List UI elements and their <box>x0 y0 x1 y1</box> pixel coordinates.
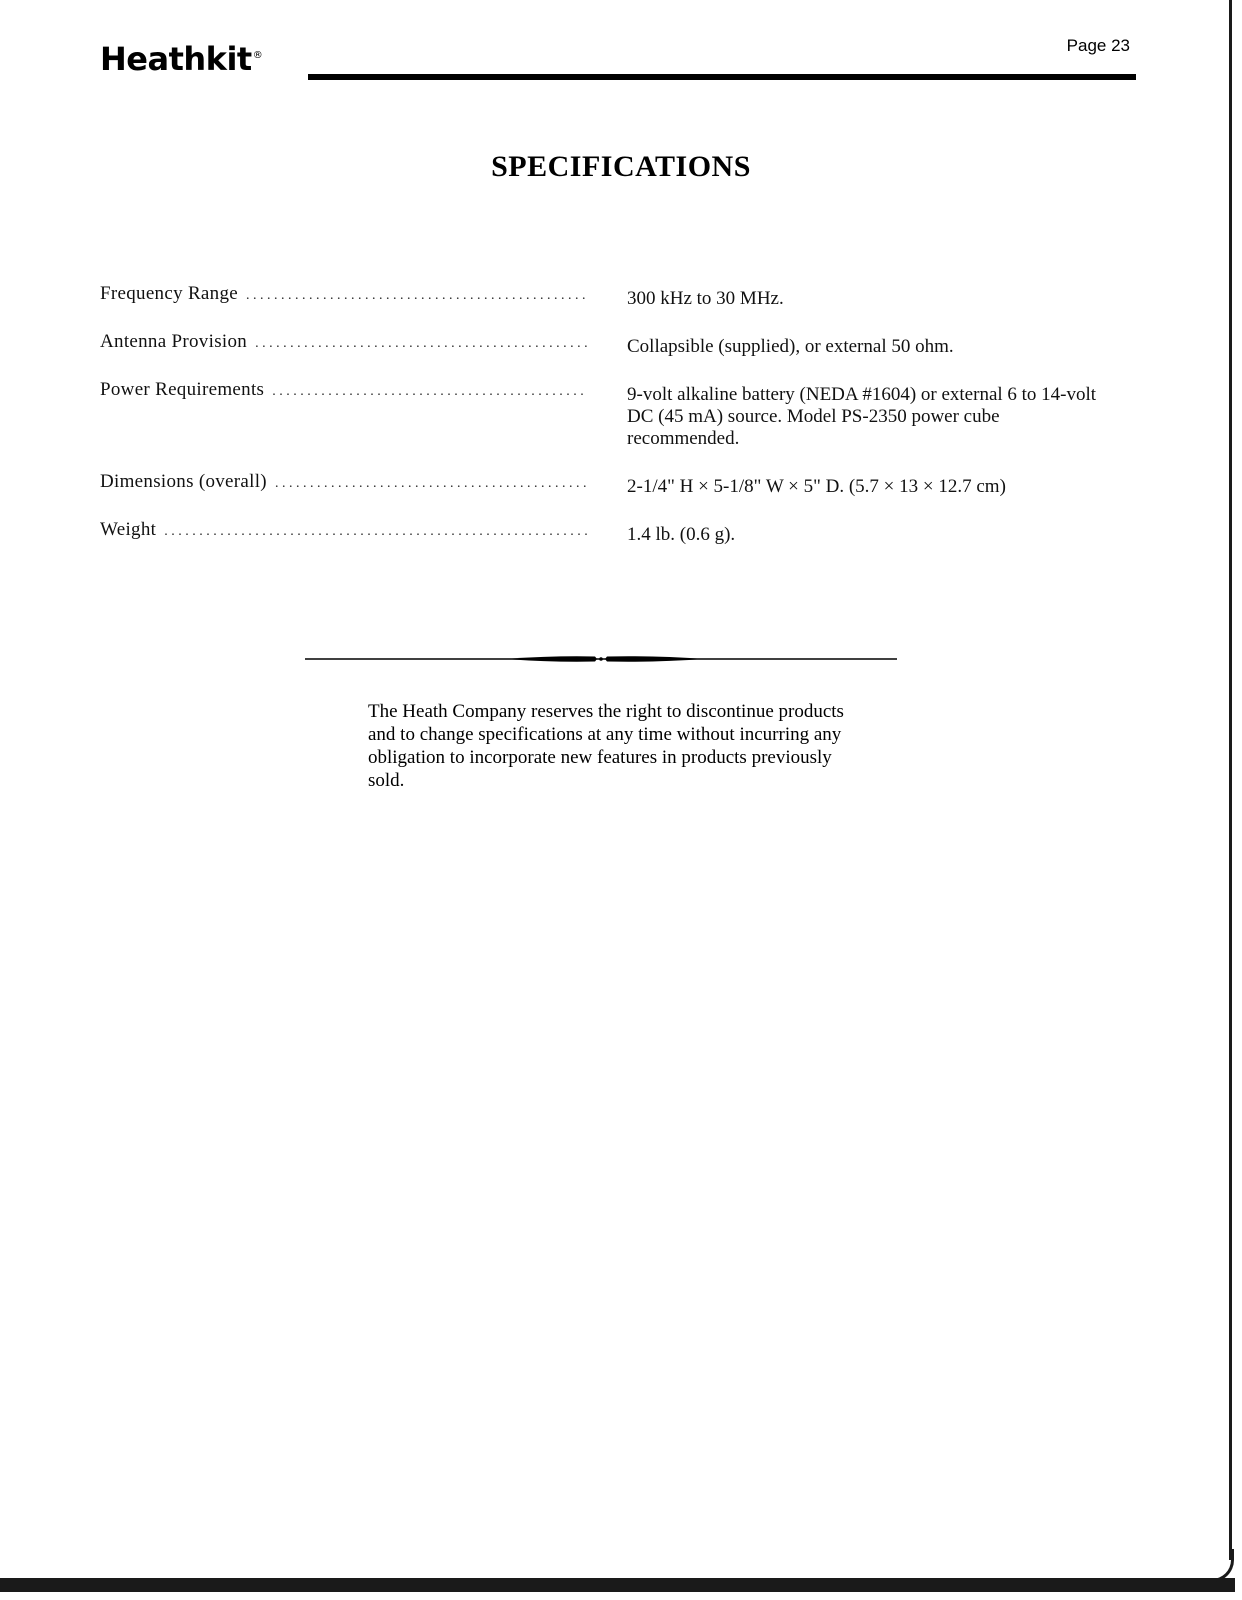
spec-value: 9-volt alkaline battery (NEDA #1604) or external 6 to 14-volt DC (45 mA) source. Model PS-2350 power cube recommended. <box>627 384 1097 449</box>
page-edge-bottom <box>0 1578 1235 1592</box>
disclaimer-text: The Heath Company reserves the right to discontinue products and to change specifications at any time without incurring any obligation to incorporate new features in products previously sold. <box>368 701 844 791</box>
brand-logo <box>100 40 262 78</box>
page-edge-right <box>1229 0 1232 1560</box>
dot-leader <box>275 470 587 496</box>
spec-label: Frequency Range <box>100 283 238 304</box>
spec-label-cell <box>100 330 587 356</box>
spec-value: 2-1/4" H × 5-1/8" W × 5" D. (5.7 × 13 × 12.7 cm) <box>627 476 1006 497</box>
dot-leader <box>255 330 587 356</box>
spec-label-cell <box>100 518 587 544</box>
spec-label: Antenna Provision <box>100 331 248 352</box>
spec-label: Power Requirements <box>100 379 265 400</box>
spec-row-frequency-range <box>100 282 1140 310</box>
spec-row-antenna-provision <box>100 330 1140 358</box>
spec-label-cell <box>100 470 587 496</box>
brand-name: Heathkit <box>100 40 252 78</box>
spec-row-power-requirements <box>100 378 1140 450</box>
spec-label-cell <box>100 282 587 308</box>
page-number: Page 23 <box>1066 36 1130 55</box>
spec-label: Dimensions (overall) <box>100 471 267 492</box>
spec-row-dimensions <box>100 470 1140 498</box>
spec-value: Collapsible (supplied), or external 50 ohm. <box>627 336 954 357</box>
spec-label: Weight <box>100 519 157 540</box>
dot-leader <box>164 518 587 544</box>
header-rule <box>308 74 1136 80</box>
spec-table <box>100 282 1140 566</box>
spec-value: 300 kHz to 30 MHz. <box>627 288 784 309</box>
spec-value: 1.4 lb. (0.6 g). <box>627 524 736 545</box>
spec-label-cell <box>100 378 587 404</box>
ornamental-divider <box>305 652 897 666</box>
registered-mark: ® <box>252 50 263 62</box>
dot-leader <box>246 282 587 308</box>
spec-row-weight <box>100 518 1140 546</box>
page-title: SPECIFICATIONS <box>491 150 751 183</box>
dot-leader <box>272 378 587 404</box>
